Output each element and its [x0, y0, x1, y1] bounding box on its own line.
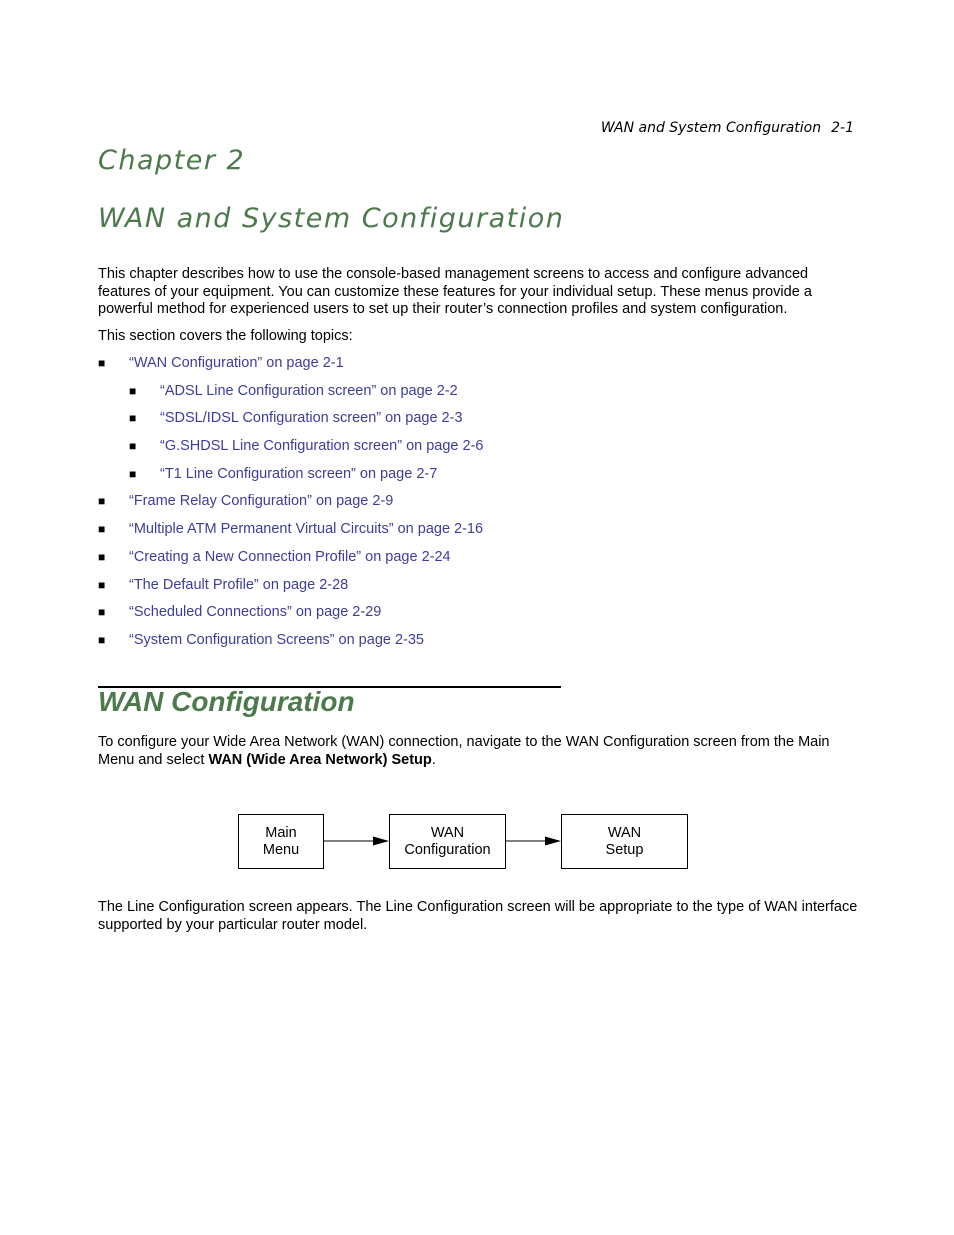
- bullet-icon: ■: [129, 411, 137, 426]
- topic-link-text[interactable]: “WAN Configuration” on page 2-1: [129, 355, 344, 371]
- bullet-icon: ■: [98, 549, 106, 564]
- topic-link-text[interactable]: “System Configuration Screens” on page 2-35: [129, 631, 424, 648]
- bullet-icon: ■: [98, 577, 106, 592]
- wan-menu-option: WAN (Wide Area Network) Setup: [208, 751, 432, 768]
- topic-link-text[interactable]: “Creating a New Connection Profile” on page 2-24: [129, 548, 451, 565]
- arrow-right-icon: [545, 837, 561, 846]
- topic-link-text[interactable]: “Multiple ATM Permanent Virtual Circuits” on page 2-16: [129, 521, 484, 538]
- topic-link-text[interactable]: “Scheduled Connections” on page 2-29: [129, 604, 382, 621]
- topics-lead: This section covers the following topics:: [98, 328, 353, 344]
- chapter-number: Chapter 2: [98, 145, 246, 176]
- topic-link-text[interactable]: “Frame Relay Configuration” on page 2-9: [129, 493, 394, 510]
- bullet-icon: ■: [98, 605, 106, 620]
- bullet-icon: ■: [129, 466, 137, 481]
- bullet-icon: ■: [98, 356, 106, 370]
- wan-paragraph-text: To configure your Wide Area Network (WAN) connection, navigate to the WAN Configuration screen from the Main Menu and select: [98, 734, 830, 768]
- section-title: WAN Configuration: [98, 686, 355, 717]
- intro-paragraph: This chapter describes how to use the console-based management screens to access and configure advanced features of your equipment. You can customize these features for your individual setup. These menus provide a powerful method for experienced users to set up their router’s connection profiles and system configuration.: [98, 266, 812, 317]
- bullet-icon: ■: [129, 383, 137, 398]
- topic-link-text[interactable]: “ADSL Line Configuration screen” on page 2-2: [160, 382, 458, 399]
- bullet-icon: ■: [98, 494, 106, 509]
- closing-paragraph: The Line Configuration screen appears. The Line Configuration screen will be appropriate to the type of WAN interface supported by your particular router model.: [98, 899, 858, 933]
- bullet-icon: ■: [129, 439, 137, 454]
- flow-box-label: WAN Configuration: [404, 824, 491, 858]
- topic-link-text[interactable]: “T1 Line Configuration screen” on page 2-7: [160, 465, 438, 482]
- running-header-title: WAN and System Configuration: [600, 120, 822, 136]
- topic-link-text[interactable]: “SDSL/IDSL Configuration screen” on page 2-3: [160, 410, 463, 427]
- flow-box-label: WAN Setup: [605, 824, 644, 858]
- topic-link-text[interactable]: “G.SHDSL Line Configuration screen” on page 2-6: [160, 438, 484, 455]
- page-number: 2-1: [831, 120, 854, 136]
- bullet-icon: ■: [98, 632, 106, 647]
- chapter-title: WAN and System Configuration: [98, 203, 565, 234]
- topic-link-text[interactable]: “The Default Profile” on page 2-28: [129, 576, 349, 593]
- arrow-right-icon: [373, 837, 389, 846]
- bullet-icon: ■: [98, 522, 106, 537]
- wan-paragraph-end: .: [431, 751, 436, 768]
- flow-box-label: Main Menu: [262, 824, 300, 858]
